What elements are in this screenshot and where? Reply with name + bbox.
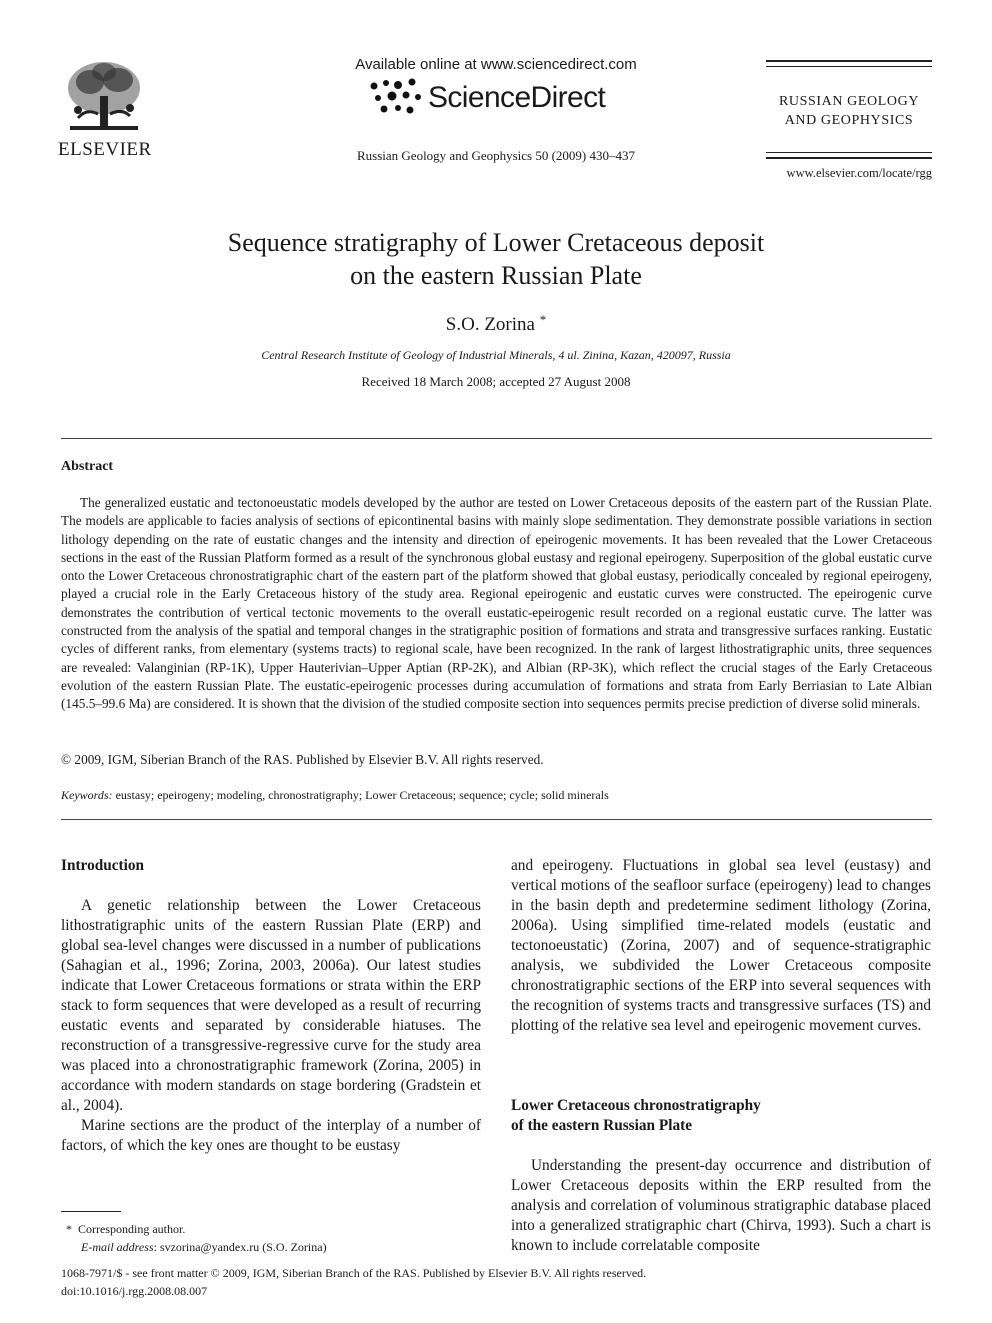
- right-column-bottom: [511, 1156, 931, 1256]
- issn-line: 1068-7971/$ - see front matter © 2009, IGM, Siberian Branch of the RAS. Published by Elsevier B.V. All rights reserved.: [61, 1266, 647, 1280]
- received-dates: Received 18 March 2008; accepted 27 August 2008: [361, 374, 631, 389]
- divider: [61, 819, 932, 820]
- journal-rule: [766, 66, 932, 67]
- right-paragraph-2: Understanding the present-day occurrence and distribution of Lower Cretaceous deposits within the ERP resulted from the analysis and correlation of voluminous stratigraphic database placed into a generalized stratigraphic chart (Chirva, 1993). Such a chart is known to include correlatable composite: [511, 1157, 931, 1254]
- footnote-mark: *: [66, 1222, 72, 1236]
- doi-link[interactable]: doi:10.1016/j.rgg.2008.08.007: [61, 1284, 208, 1298]
- journal-rule: [766, 152, 932, 153]
- author-footnote-mark[interactable]: *: [539, 312, 547, 327]
- footnote-corresponding: [66, 1222, 185, 1237]
- abstract-copyright: © 2009, IGM, Siberian Branch of the RAS. Published by Elsevier B.V. All rights reserved.: [61, 752, 544, 767]
- abstract-text: The generalized eustatic and tectonoeustatic models developed by the author are tested on Lower Cretaceous deposits of the eastern part of the Russian Plate. The models are applicable to facies analysis of sections of epicontinental basins with mainly slope sedimentation. They demonstrate possible variations in section lithology depending on the rate of eustatic changes and the intensity and direction of epeirogenic movements. It has been revealed that the Lower Cretaceous sections in the east of the Russian Platform formed as a result of the synchronous global eustasy and regional epeirogeny. Superposition of the global eustatic curve onto the Lower Cretaceous chronostratigraphic chart of the eastern part of the platform showed that global eustasy, periodically concealed by regional epeirogeny, played a crucial role in the Early Cretaceous history of the study area. Regional epeirogenic and eustatic curves were constructed. The epeirogenic curve demonstrates the contribution of vertical tectonic movements to the overall eustatic-epeirogenic result recorded on a regional eustatic curve. The latter was constructed from the analysis of the spatial and temporal changes in the stratigraphic position of formations and strata and transgressive surfaces ranking. Eustatic cycles of different ranks, from elementary (systems tracts) to regional scale, have been recognized. In the rank of largest lithostratigraphic units, three sequences are revealed: Valanginian (RP-1K), Upper Hauterivian–Upper Aptian (RP-2K), and Albian (RP-3K), which reflect the crucial stages of the Early Cretaceous evolution of the eastern Russian Plate. The eustatic-epeirogenic processes during accumulation of formations and strata from Early Berriasian to Late Albian (145.5–99.6 Ma) are considered. It is shown that the division of the studied composite section into sequences permits precise prediction of diverse solid minerals.: [61, 495, 932, 712]
- left-column: [61, 896, 481, 1156]
- section2-heading: [511, 1096, 761, 1136]
- right-paragraph-1: and epeirogeny. Fluctuations in global sea level (eustasy) and vertical motions of the seafloor surface (epeirogeny) lead to changes in the basin depth and predetermine sediment lithology (Zorina, 2006a). Using simplified time-related models (eustatic and tectonoeustatic) (Zorina, 2007) and of sequence-stratigraphic analysis, we subdivided the Lower Cretaceous composite chronostratigraphic sections of the ERP into several sequences with the recognition of systems tracts and transgressive surfaces (TS) and plotting of the relative sea level and epeirogenic movement curves.: [511, 857, 931, 1034]
- journal-name-line1: RUSSIAN GEOLOGY: [778, 94, 920, 109]
- sciencedirect-wordmark: ScienceDirect: [428, 81, 606, 114]
- section2-heading-line2: of the eastern Russian Plate: [511, 1117, 692, 1134]
- section2-heading-line1: Lower Cretaceous chronostratigraphy: [511, 1097, 761, 1114]
- abstract-heading: Abstract: [61, 459, 114, 474]
- journal-name: [766, 92, 932, 130]
- keywords-list: eustasy; epeirogeny; modeling, chronostratigraphy; Lower Cretaceous; sequence; cycle; solid minerals: [115, 788, 609, 802]
- email-value[interactable]: : svzorina@yandex.ru (S.O. Zorina): [153, 1240, 327, 1254]
- divider: [61, 438, 932, 439]
- footnote-rule: [61, 1211, 121, 1212]
- journal-name-line2: AND GEOPHYSICS: [784, 113, 914, 128]
- available-online-text[interactable]: Available online at www.sciencedirect.com: [355, 56, 637, 73]
- author-name[interactable]: S.O. Zorina: [445, 314, 535, 335]
- journal-rule: [766, 60, 932, 62]
- author: [100, 312, 892, 336]
- article-title-line1: Sequence stratigraphy of Lower Cretaceous deposit: [227, 228, 765, 257]
- article-title: [100, 226, 892, 292]
- journal-rule: [766, 157, 932, 159]
- keywords: [61, 788, 932, 803]
- keywords-label: Keywords:: [61, 788, 113, 802]
- sciencedirect-logo: [368, 76, 605, 120]
- footnote-email: [81, 1240, 327, 1255]
- intro-paragraph-1: A genetic relationship between the Lower Cretaceous lithostratigraphic units of the eastern Russian Plate (ERP) and global sea-level changes were discussed in a number of publications (Sahagian et al., 1996; Zorina, 2003, 2006a). Our latest studies indicate that Lower Cretaceous formations or strata within the ERP stack to form sequences that were developed as a result of recurring eustatic events and separated by considerable hiatuses. The reconstruction of a transgressive-regressive curve for the study area was placed into a chronostratigraphic framework (Zorina, 2005) in accordance with modern standards on stage bordering (Gradstein et al., 2004).: [61, 897, 481, 1114]
- affiliation: Central Research Institute of Geology of Industrial Minerals, 4 ul. Zinina, Kazan, 420097, Russia: [261, 348, 731, 362]
- elsevier-tree-icon: [60, 58, 148, 138]
- intro-paragraph-2: Marine sections are the product of the interplay of a number of factors, of which the key ones are thought to be eustasy: [61, 1117, 481, 1154]
- footnote-corresponding-text: Corresponding author.: [78, 1222, 186, 1236]
- right-column-top: [511, 856, 931, 1036]
- email-label: E-mail address: [81, 1240, 154, 1254]
- article-title-line2: on the eastern Russian Plate: [350, 261, 642, 290]
- sciencedirect-dots-icon: [368, 78, 422, 118]
- publisher-name: ELSEVIER: [58, 139, 152, 160]
- introduction-heading: Introduction: [61, 857, 145, 874]
- elsevier-logo: [58, 58, 150, 159]
- journal-url-link[interactable]: www.elsevier.com/locate/rgg: [786, 166, 932, 180]
- journal-reference: Russian Geology and Geophysics 50 (2009) 430–437: [356, 148, 636, 163]
